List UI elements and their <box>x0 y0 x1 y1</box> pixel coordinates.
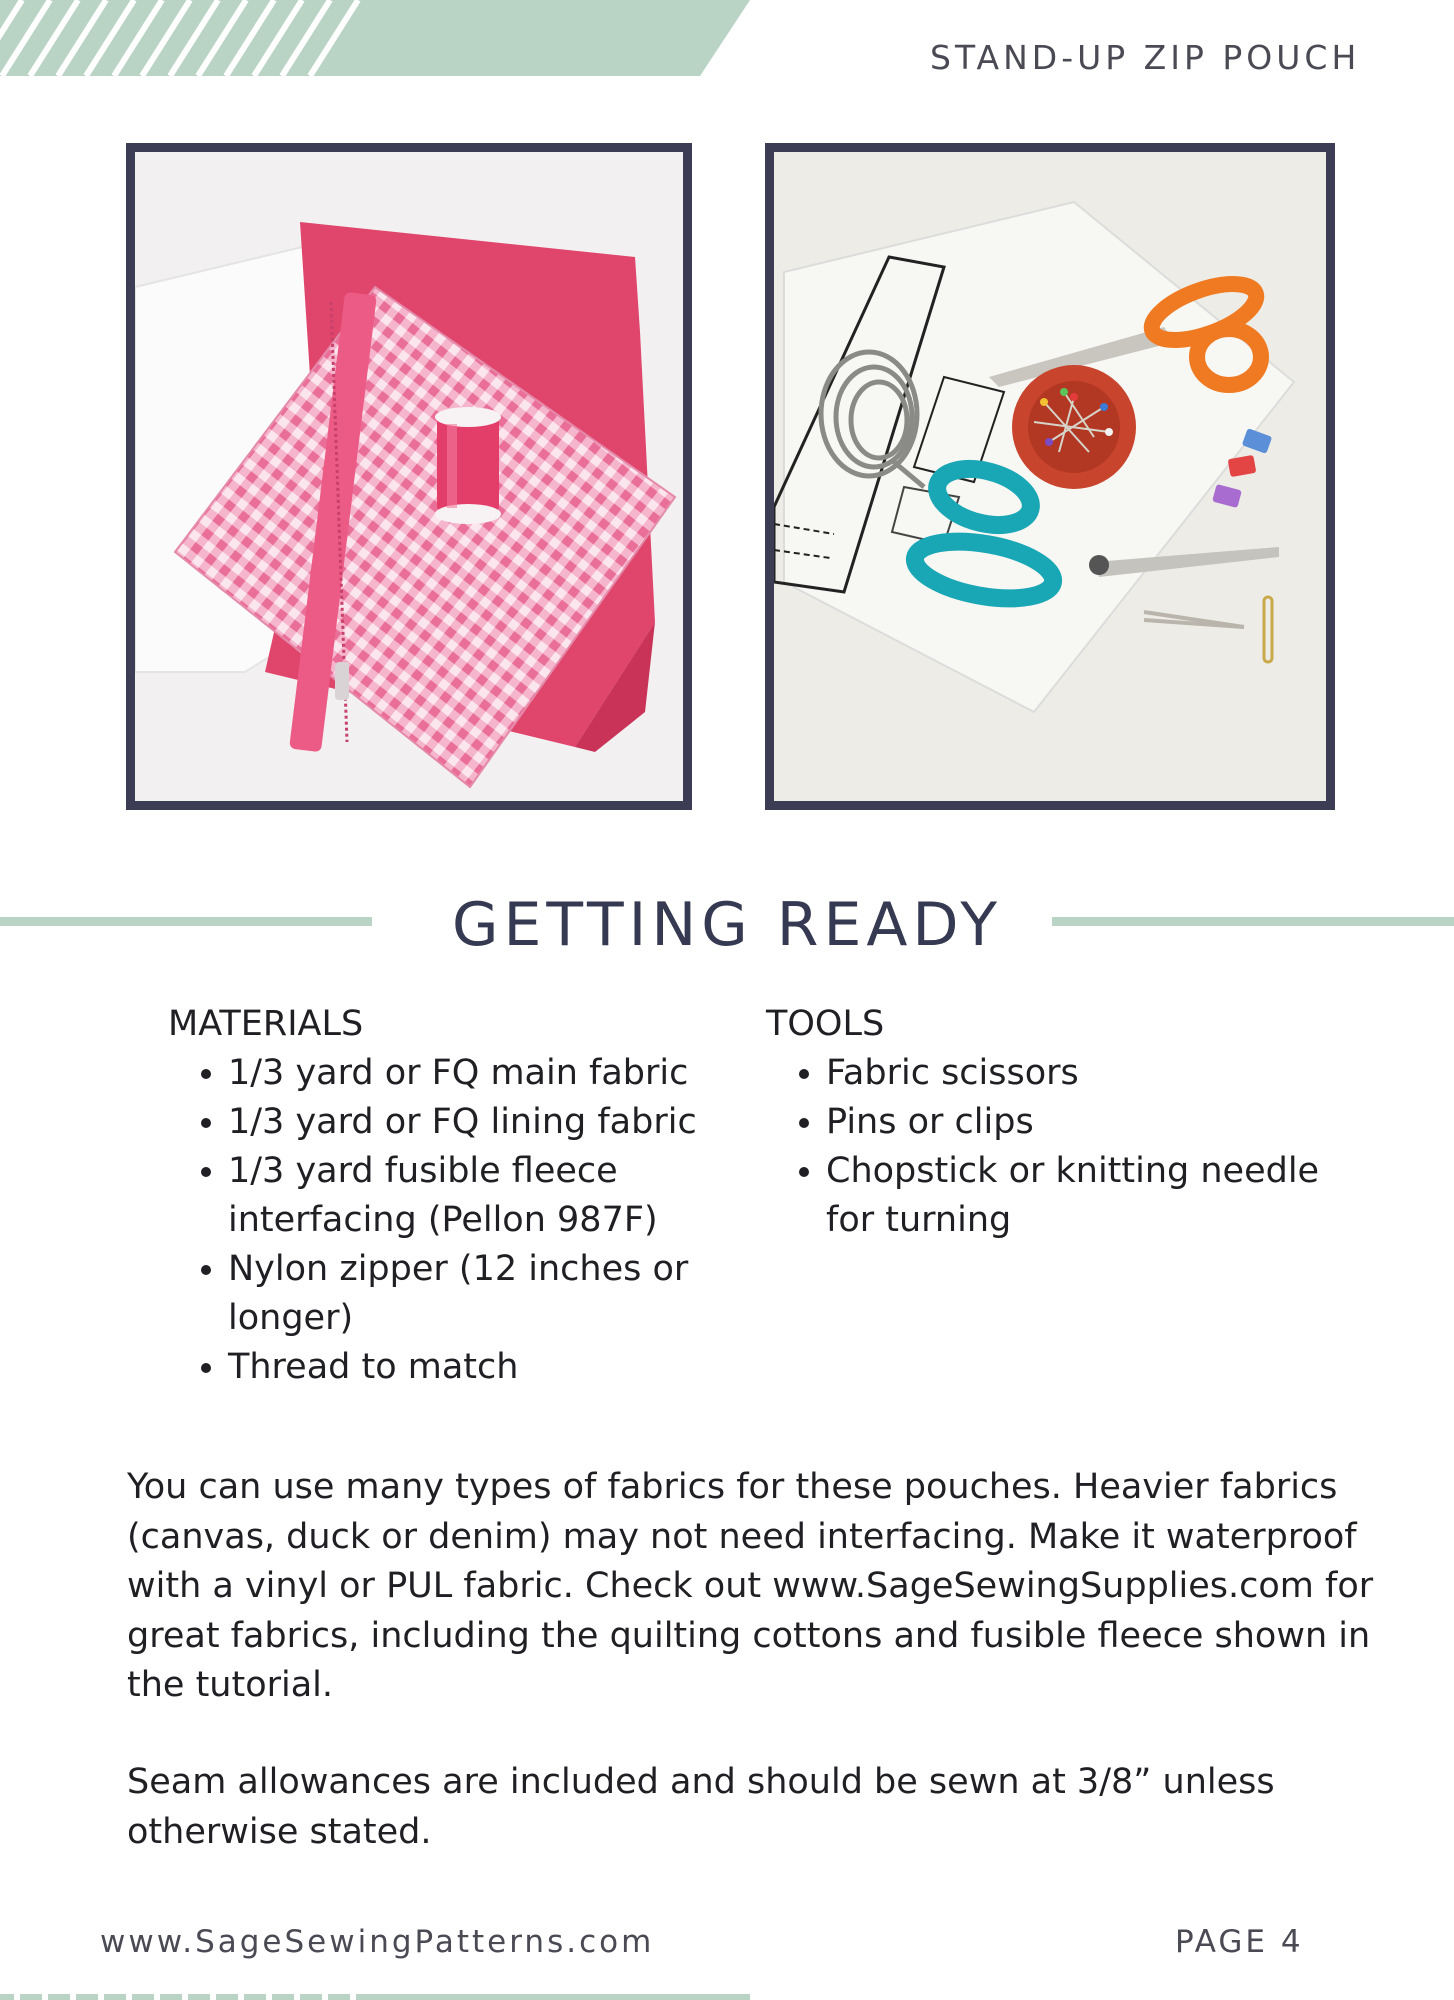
tools-list <box>766 1000 1326 1245</box>
pink-thread-spool <box>435 407 501 524</box>
materials-list <box>168 1000 698 1392</box>
list-item: • 1/3 yard fusible fleece interfacing (Pellon 987F) <box>228 1147 698 1245</box>
materials-photo <box>126 143 692 810</box>
list-item: • Thread to match <box>228 1343 698 1392</box>
footer-website-link[interactable]: www.SageSewingPatterns.com <box>100 1924 655 1960</box>
list-item: • 1/3 yard or FQ main fabric <box>228 1049 698 1098</box>
pin-cushion <box>1012 365 1136 489</box>
tools-heading: TOOLS <box>766 1004 885 1044</box>
page-number: PAGE 4 <box>1175 1924 1304 1960</box>
list-item: • Pins or clips <box>826 1098 1326 1147</box>
section-title: GETTING READY <box>451 890 1002 960</box>
list-item: • Nylon zipper (12 inches or longer) <box>228 1245 698 1343</box>
left-divider-rule <box>0 917 372 926</box>
bottom-stripe-decoration <box>0 1994 760 2000</box>
list-item: • Chopstick or knitting needle for turning <box>826 1147 1326 1245</box>
materials-heading: MATERIALS <box>168 1004 364 1044</box>
tools-photo <box>765 143 1335 810</box>
fabric-note-paragraph: You can use many types of fabrics for these pouches. Heavier fabrics (canvas, duck or denim) may not need interfacing. Make it waterproof with a vinyl or PUL fabric. Check out www.SageSewingSupplies.com for great fabrics, including the quilting cottons and fusible fleece shown in the tutorial. <box>127 1467 1374 1705</box>
document-title: STAND-UP ZIP POUCH <box>930 38 1361 77</box>
right-divider-rule <box>1052 917 1454 926</box>
list-item: • 1/3 yard or FQ lining fabric <box>228 1098 698 1147</box>
seam-allowance-paragraph: Seam allowances are included and should be sewn at 3/8” unless otherwise stated. <box>127 1762 1275 1852</box>
list-item: • Fabric scissors <box>826 1049 1326 1098</box>
corner-stripe-decoration <box>0 0 760 78</box>
